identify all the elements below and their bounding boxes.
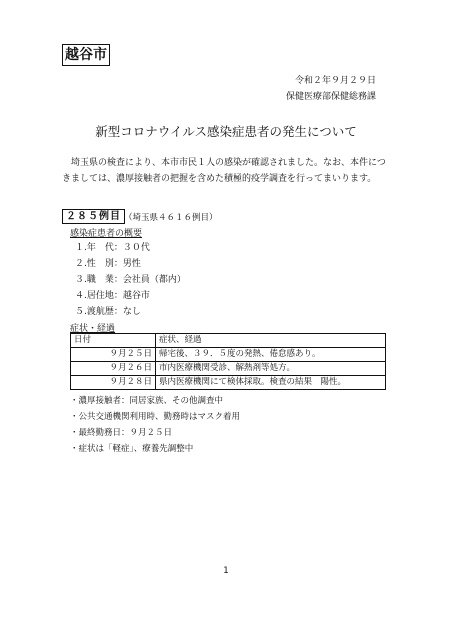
symptoms-heading: 症状・経過 [70, 324, 116, 334]
overview-item-sex: ２.性 別：男性 [75, 259, 141, 269]
note-last-workday: ・最終勤務日：９月２５日 [70, 428, 173, 438]
symptoms-table [70, 333, 386, 390]
issue-date: 令和２年９月２９日 [294, 76, 376, 86]
row-detail: 帰宅後、３９．５度の発熱、倦怠感あり。 [156, 348, 386, 362]
page-number: 1 [223, 566, 229, 576]
table-row [71, 348, 386, 362]
city-name-box: 越谷市 [62, 44, 110, 66]
prefecture-case-number: （埼玉県４６１６例目） [124, 213, 218, 223]
document-title: 新型コロナウイルス感染症患者の発生について [95, 124, 357, 139]
intro-paragraph: 埼玉県の検査により、本市市民１人の感染が確認されました。なお、本件につきましては、濃厚接触者の把握を含めた積極的疫学調査を行ってまいります。 [62, 158, 386, 184]
department-name: 保健医療部保健総務課 [285, 92, 376, 102]
note-symptom-status: ・症状は「軽症」、療養先調整中 [70, 444, 194, 454]
note-mask-usage: ・公共交通機関利用時、勤務時はマスク着用 [70, 412, 241, 422]
overview-heading: 感染症患者の概要 [70, 229, 143, 239]
row-detail: 県内医療機関にて検体採取。検査の結果 陽性。 [156, 376, 386, 390]
note-close-contacts: ・濃厚接触者：同居家族、その他調査中 [70, 396, 224, 406]
row-date: ９月２５日 [71, 348, 156, 362]
row-date: ９月２６日 [71, 362, 156, 376]
column-header-detail: 症状、経過 [156, 334, 386, 348]
case-number-box: ２８５例目 [62, 209, 125, 224]
column-header-date: 日付 [71, 334, 156, 348]
table-header-row [71, 334, 386, 348]
overview-item-occupation: ３.職 業：会社員（都内） [75, 275, 186, 285]
overview-item-residence: ４.居住地：越谷市 [75, 291, 150, 301]
overview-item-age: １.年 代：３０代 [75, 243, 150, 253]
overview-item-travel: ５.渡航歴：なし [75, 307, 141, 317]
row-date: ９月２８日 [71, 376, 156, 390]
row-detail: 市内医療機関受診、解熱剤等処方。 [156, 362, 386, 376]
table-row [71, 362, 386, 376]
table-row [71, 376, 386, 390]
